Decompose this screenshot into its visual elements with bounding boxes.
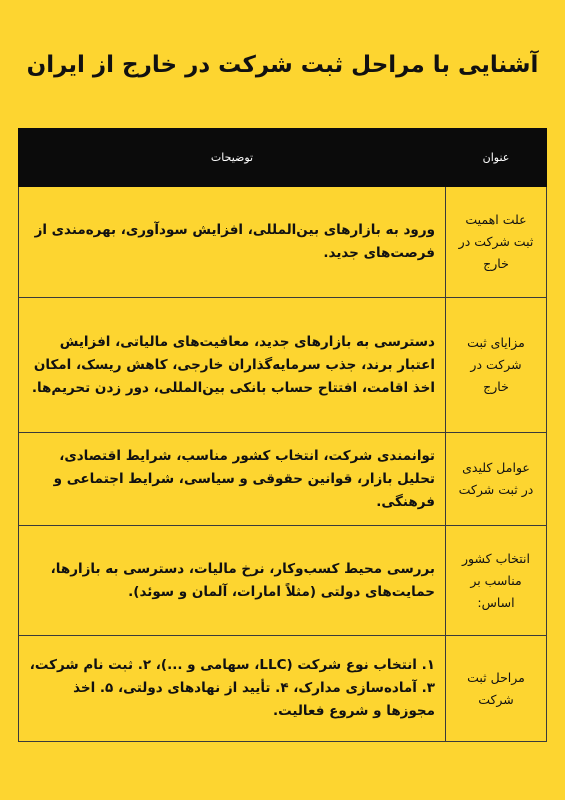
row-topic: مراحل ثبت شرکت [446,636,547,742]
header-description: توضیحات [19,129,446,187]
page-title: آشنایی با مراحل ثبت شرکت در خارج از ایران [26,52,539,78]
row-topic: مزایای ثبت شرکت در خارج [446,298,547,433]
row-topic: علت اهمیت ثبت شرکت در خارج [446,187,547,298]
row-description: ورود به بازارهای بین‌المللی، افزایش سودآوری، بهره‌مندی از فرصت‌های جدید. [19,187,446,298]
row-description: بررسی محیط کسب‌وکار، نرخ مالیات، دسترسی به بازارها، حمایت‌های دولتی (مثلاً امارات، آلمان و سوئد). [19,526,446,636]
table-row [19,187,547,298]
registration-steps-table [18,128,547,742]
row-topic: انتخاب کشور مناسب بر اساس: [446,526,547,636]
row-description: ۱. انتخاب نوع شرکت (LLC، سهامی و ...)، ۲. ثبت نام شرکت، ۳. آماده‌سازی مدارک، ۴. تأیید از نهادهای دولتی، ۵. اخذ مجوزها و شروع فعالیت. [19,636,446,742]
table-row [19,433,547,526]
row-description: توانمندی شرکت، انتخاب کشور مناسب، شرایط اقتصادی، تحلیل بازار، قوانین حقوقی و سیاسی، شرایط اجتماعی و فرهنگی. [19,433,446,526]
table-row [19,298,547,433]
row-topic: عوامل کلیدی در ثبت شرکت [446,433,547,526]
table-row [19,636,547,742]
table-header-row [19,129,547,187]
table-row [19,526,547,636]
header-topic: عنوان [446,129,547,187]
row-description: دسترسی به بازارهای جدید، معافیت‌های مالیاتی، افزایش اعتبار برند، جذب سرمایه‌گذاران خارجی، کاهش ریسک، امکان اخذ اقامت، افتتاح حساب بانکی بین‌المللی، دور زدن تحریم‌ها. [19,298,446,433]
